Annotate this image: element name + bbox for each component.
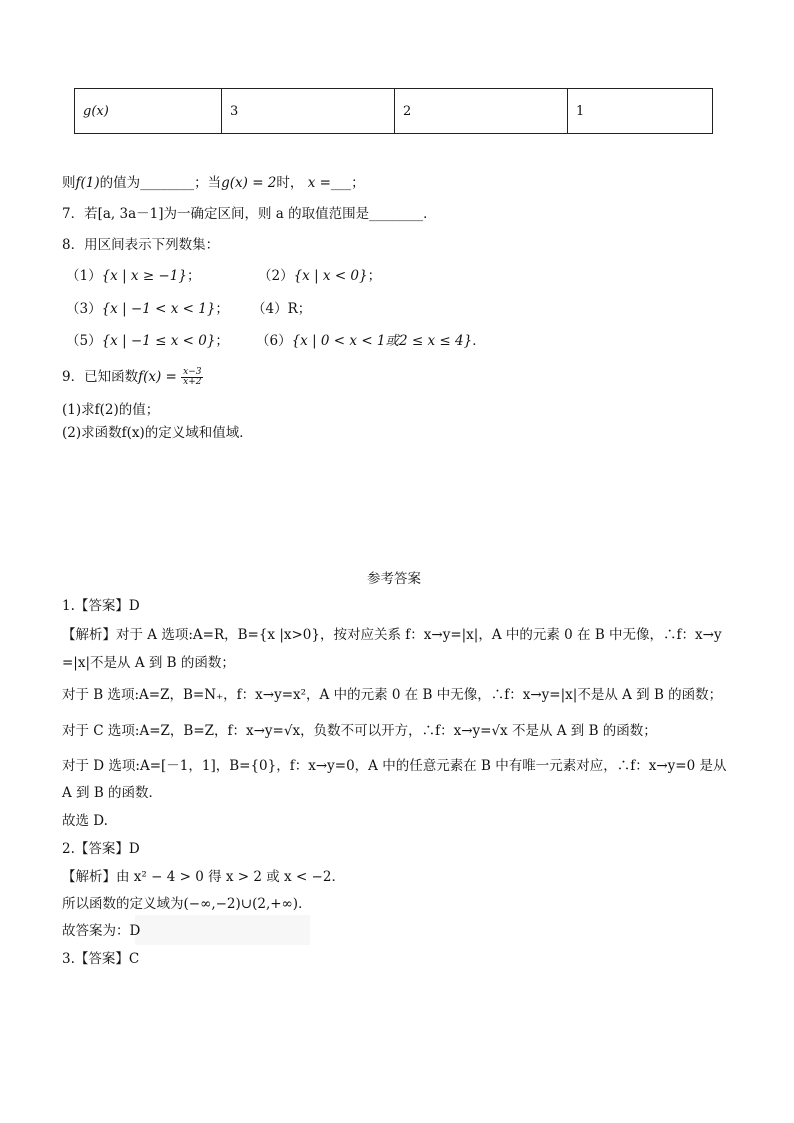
question-8-title: 8．用区间表示下列数集： xyxy=(62,237,220,253)
q9-sub-1: (1)求f(2)的值； xyxy=(62,402,160,418)
answer-1-line-2: =|x|不是从 A 到 B 的函数； xyxy=(62,655,235,671)
faint-watermark xyxy=(135,915,310,945)
table-cell: 3 xyxy=(222,89,395,134)
text: ； xyxy=(215,301,229,317)
table-cell: g(x) xyxy=(75,89,222,134)
math-expr: f(1) xyxy=(75,175,100,191)
q9-sub-2: (2)求函数f(x)的定义域和值域． xyxy=(62,425,253,441)
text: ． xyxy=(472,333,486,349)
text: 的值为________；当 xyxy=(99,175,222,191)
math-expr: R xyxy=(287,301,298,317)
item-number: （1） xyxy=(66,268,102,284)
item-number: （5） xyxy=(66,333,102,349)
text: ； xyxy=(367,268,382,284)
q8-item-6 xyxy=(256,332,486,350)
text: 9．已知函数 xyxy=(62,369,139,385)
answer-3-head: 3.【答案】C xyxy=(62,951,140,967)
fraction xyxy=(181,368,203,387)
q8-item-2 xyxy=(258,267,381,285)
item-number: （2） xyxy=(258,268,294,284)
q8-item-3 xyxy=(66,300,229,318)
question-6-line xyxy=(62,174,365,192)
answers-title: 参考答案 xyxy=(367,571,421,587)
math-expr: {x | x ≥ −1} xyxy=(101,268,187,284)
math-expr: x = xyxy=(307,175,331,191)
fraction-numerator: x−3 xyxy=(183,367,202,377)
answer-2-line-1: 【解析】由 x² − 4 > 0 得 x > 2 或 x < −2． xyxy=(62,869,345,885)
text: 时， xyxy=(276,175,304,191)
table-cell: 1 xyxy=(568,89,713,134)
value-table xyxy=(74,88,713,134)
math-expr: g(x) = 2 xyxy=(221,175,277,191)
text: ___； xyxy=(330,175,365,191)
math-expr: {x | x < 0} xyxy=(293,268,368,284)
text: ； xyxy=(297,301,312,317)
answer-1-line-1: 【解析】对于 A 选项:A=R，B={x |x>0}，按对应关系 f：x→y=|x|，A 中的元素 0 在 B 中无像，∴f：x→y xyxy=(62,627,722,643)
question-7: 7．若[a, 3a－1]为一确定区间，则 a 的取值范围是________． xyxy=(62,206,437,222)
math-expr: {x | −1 < x < 1} xyxy=(101,301,216,317)
q8-item-1 xyxy=(66,267,200,285)
q8-item-5 xyxy=(66,332,229,350)
answer-1-line-6: A 到 B 的函数． xyxy=(62,785,163,801)
answer-1-line-5: 对于 D 选项:A=[－1，1]，B={0}，f：x→y=0，A 中的任意元素在 B 中有唯一元素对应，∴f：x→y=0 是从 xyxy=(62,758,727,774)
table-row xyxy=(75,89,713,134)
question-9 xyxy=(62,368,203,387)
answer-1-line-3: 对于 B 选项:A=Z，B=N₊，f：x→y=x²，A 中的元素 0 在 B 中无像，∴f：x→y=|x|不是从 A 到 B 的函数； xyxy=(62,687,723,703)
table-cell: 2 xyxy=(395,89,568,134)
math-expr: f(x) = xyxy=(138,369,177,385)
fraction-denominator: x+2 xyxy=(183,377,202,387)
item-number: （3） xyxy=(66,301,102,317)
text: ； xyxy=(215,333,229,349)
answer-1-head: 1.【答案】D xyxy=(62,598,140,614)
answer-2-line-2: 所以函数的定义域为(−∞,−2)∪(2,+∞)． xyxy=(62,896,312,912)
answer-2-head: 2.【答案】D xyxy=(62,841,140,857)
item-number: （4） xyxy=(252,301,288,317)
q8-item-4 xyxy=(252,300,311,318)
math-expr: {x | −1 ≤ x < 0} xyxy=(101,333,216,349)
answer-1-conclusion: 故选 D. xyxy=(62,813,108,829)
answer-1-line-4: 对于 C 选项:A=Z，B=Z，f：x→y=√x，负数不可以开方，∴f：x→y=√x 不是从 A 到 B 的函数； xyxy=(62,723,657,739)
item-number: （6） xyxy=(256,333,292,349)
text: 则 xyxy=(62,175,76,191)
text: ； xyxy=(186,268,201,284)
math-expr: {x | 0 < x < 1或2 ≤ x ≤ 4} xyxy=(291,333,473,349)
answer-2-conclusion: 故答案为：D xyxy=(62,923,141,939)
